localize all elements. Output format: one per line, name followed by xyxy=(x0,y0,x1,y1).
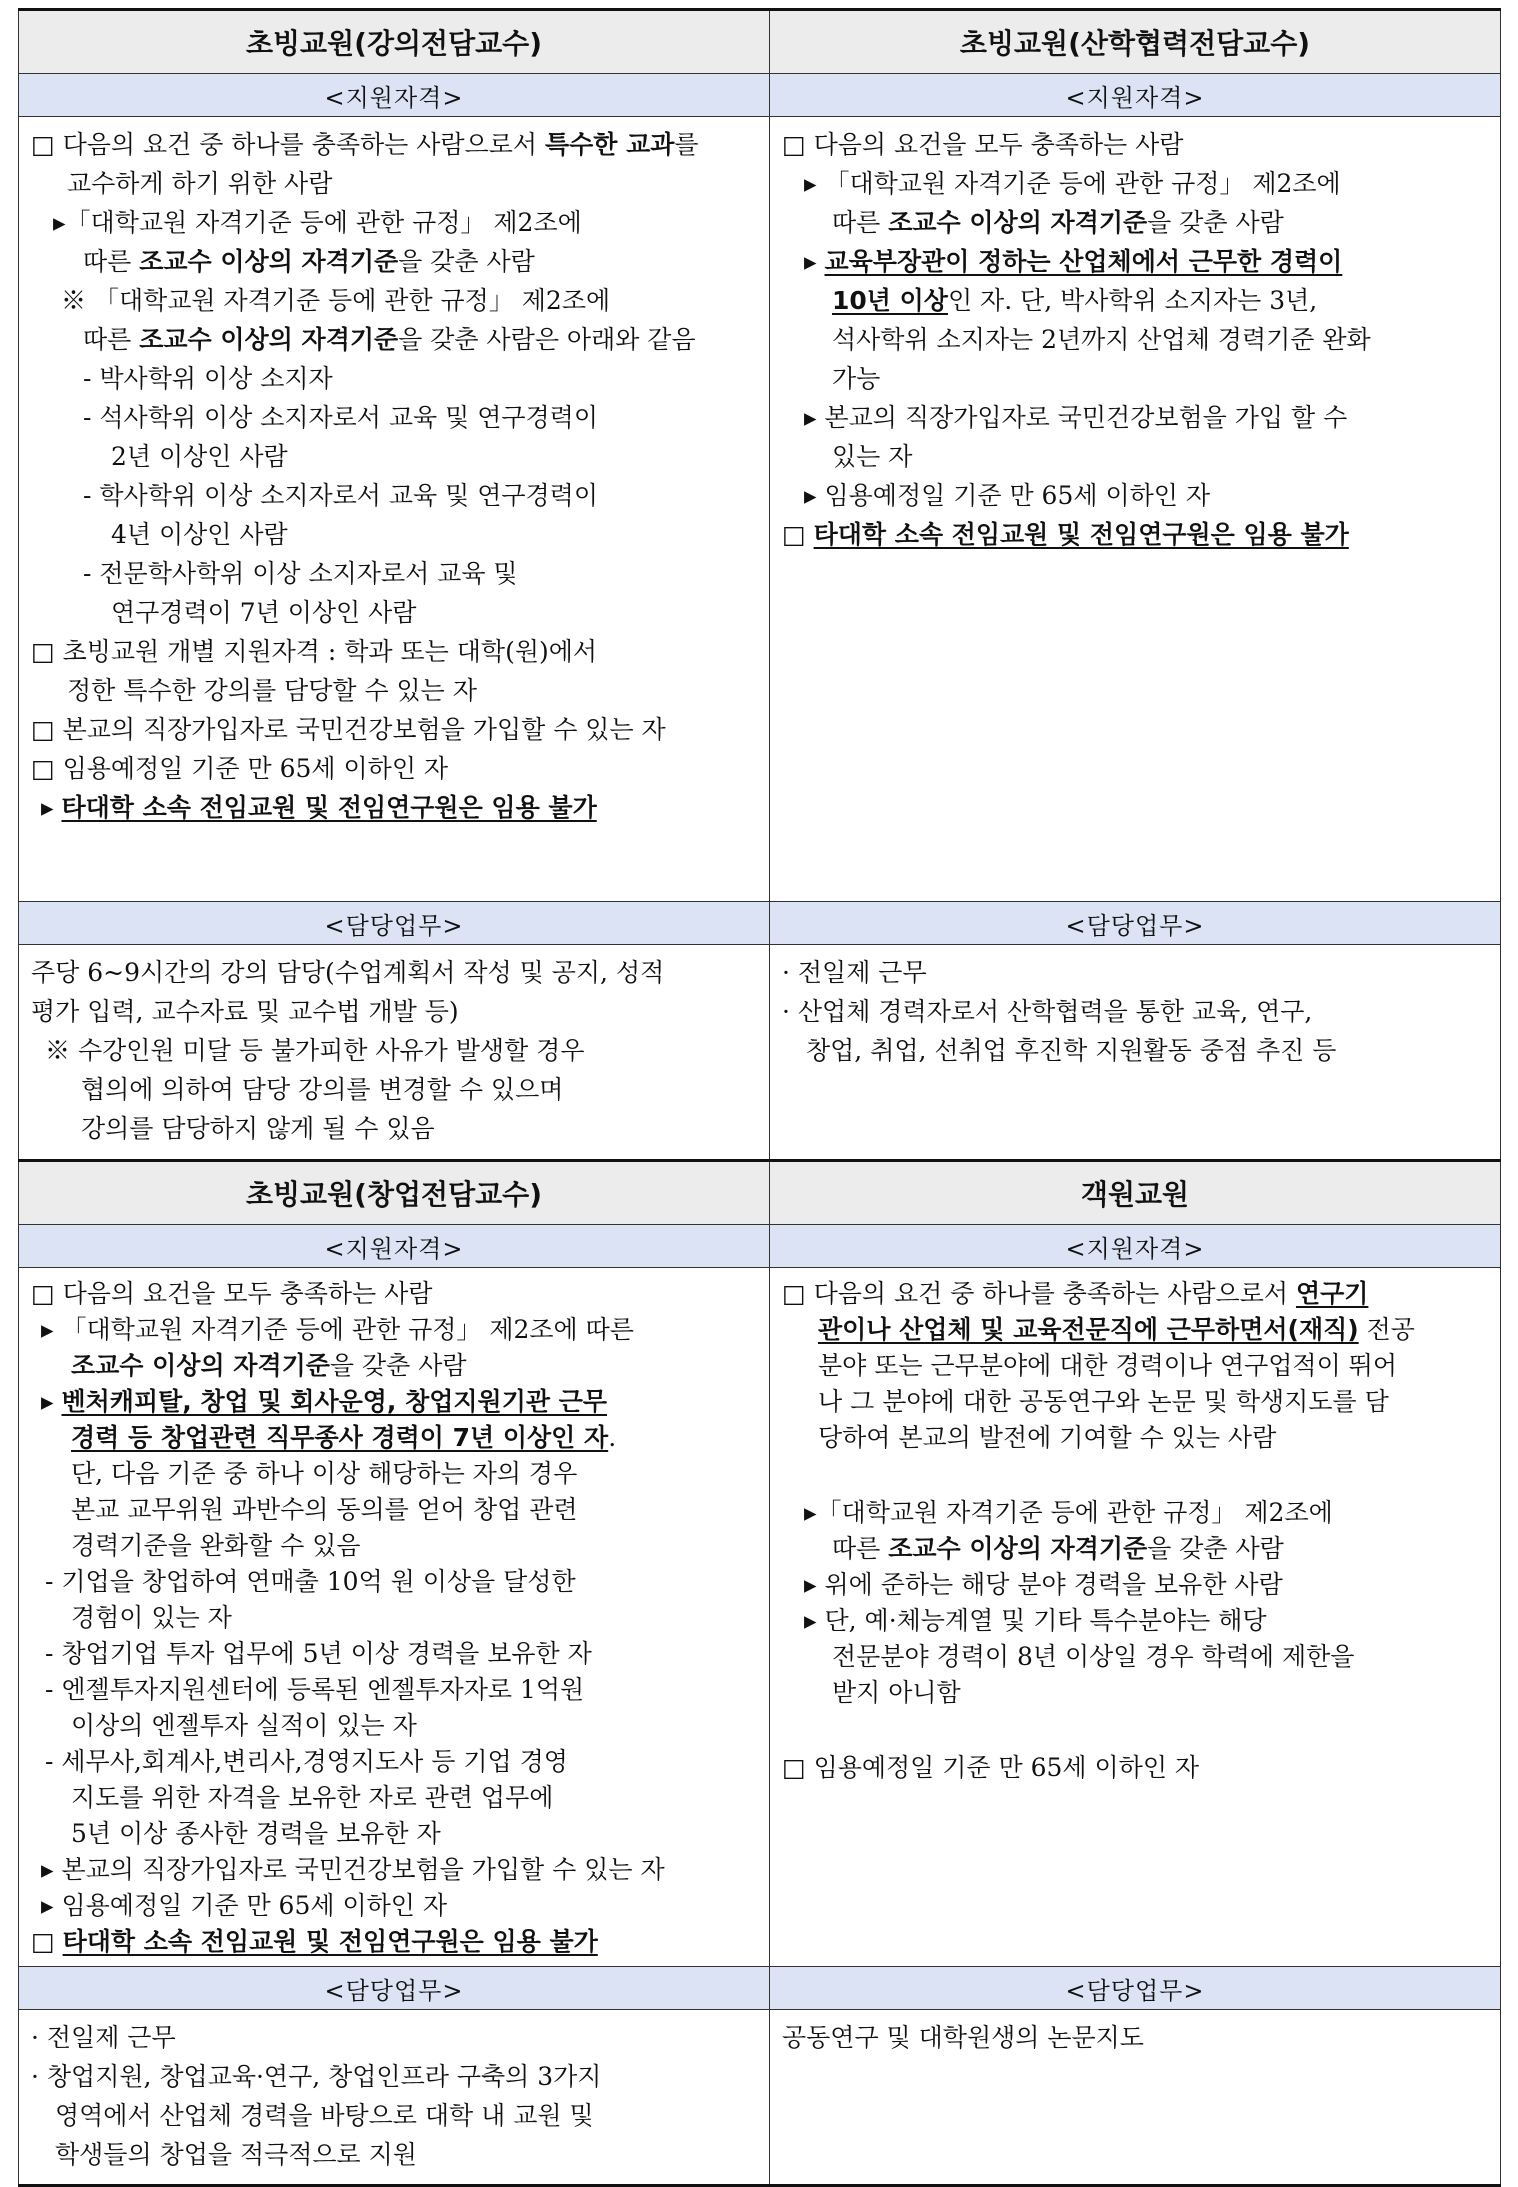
qual-line xyxy=(782,515,1490,554)
qual-line: 있는 자 xyxy=(832,442,913,471)
qual-line: 2년 이상인 사람 xyxy=(111,442,288,471)
header-lecture-professor: 초빙교원(강의전담교수) xyxy=(19,10,770,74)
startup-duties xyxy=(19,2010,770,2186)
qual-line: ▸ 본교의 직장가입자로 국민건강보험을 가입할 수 있는 자 xyxy=(41,1855,665,1884)
text: 을 갖춘 사람은 아래와 같음 xyxy=(398,325,696,354)
qual-line: 받지 아니함 xyxy=(832,1678,961,1707)
emphasis-text: 10년 이상 xyxy=(832,286,948,315)
qual-line: 4년 이상인 사람 xyxy=(111,520,288,549)
lecture-qualifications xyxy=(19,117,770,902)
duty-line: 주당 6~9시간의 강의 담당(수업계획서 작성 및 공지, 성적 xyxy=(31,958,665,987)
qual-line: ▸ 단, 예·체능계열 및 기타 특수분야는 해당 xyxy=(804,1606,1267,1635)
subheader-qualification: <지원자격> xyxy=(19,1225,770,1268)
emphasis-text: 타대학 소속 전임교원 및 전임연구원은 임용 불가 xyxy=(813,520,1349,549)
text: ▸ xyxy=(41,793,62,822)
qual-line: 5년 이상 종사한 경력을 보유한 자 xyxy=(71,1819,441,1848)
emphasis-text: 조교수 이상의 자격기준 xyxy=(139,247,399,276)
qual-line: 석사학위 소지자는 2년까지 산업체 경력기준 완화 xyxy=(832,325,1371,354)
qual-line: 지도를 위한 자격을 보유한 자로 관련 업무에 xyxy=(71,1783,554,1812)
qual-line: - 박사학위 이상 소지자 xyxy=(83,364,333,393)
emphasis-text: 조교수 이상의 자격기준 xyxy=(888,208,1148,237)
qual-line xyxy=(782,203,1490,242)
qual-line: 단, 다음 기준 중 하나 이상 해당하는 자의 경우 xyxy=(71,1459,578,1488)
emphasis-text: 관이나 산업체 및 교육전문직에 근무하면서(재직) xyxy=(818,1315,1359,1344)
qual-line xyxy=(782,1276,1490,1312)
qual-line: ▸ 「대학교원 자격기준 등에 관한 규정」 제2조에 xyxy=(804,169,1341,198)
qual-line xyxy=(31,1420,759,1456)
text: 전공 xyxy=(1358,1315,1415,1344)
text: 을 갖춘 사람 xyxy=(329,1351,467,1380)
duty-line: ※ 수강인원 미달 등 불가피한 사유가 발생할 경우 xyxy=(45,1036,585,1065)
text: □ 다음의 요건 중 하나를 충족하는 사람으로서 xyxy=(782,1279,1296,1308)
duty-line: 공동연구 및 대학원생의 논문지도 xyxy=(782,2023,1144,2052)
qual-line: 당하여 본교의 발전에 기여할 수 있는 사람 xyxy=(818,1423,1277,1452)
text: 따른 xyxy=(832,208,889,237)
qual-line: ▸ 「대학교원 자격기준 등에 관한 규정」 제2조에 따른 xyxy=(41,1315,634,1344)
subheader-duties: <담당업무> xyxy=(19,1967,770,2010)
duty-line: · 전일제 근무 xyxy=(782,958,927,987)
qual-line xyxy=(31,320,759,359)
qual-line: ※ 「대학교원 자격기준 등에 관한 규정」 제2조에 xyxy=(61,286,611,315)
qual-line xyxy=(31,1384,759,1420)
text: 를 xyxy=(674,130,699,159)
duty-line: 영역에서 산업체 경력을 바탕으로 대학 내 교원 및 xyxy=(55,2101,594,2130)
subheader-duties: <담당업무> xyxy=(19,902,770,945)
text: . xyxy=(608,1423,617,1452)
qual-line: 연구경력이 7년 이상인 사람 xyxy=(111,598,417,627)
qual-line: 경험이 있는 자 xyxy=(71,1603,232,1632)
visiting-qualifications xyxy=(770,1268,1501,1967)
duty-line: · 창업지원, 창업교육·연구, 창업인프라 구축의 3가지 xyxy=(31,2062,602,2091)
duty-line: 협의에 의하여 담당 강의를 변경할 수 있으며 xyxy=(81,1075,564,1104)
subheader-qualification: <지원자격> xyxy=(19,74,770,117)
text: □ xyxy=(31,1927,63,1956)
text: 인 자. 단, 박사학위 소지자는 3년, xyxy=(947,286,1318,315)
qual-line: □ 초빙교원 개별 지원자격 : 학과 또는 대학(원)에서 xyxy=(31,637,598,666)
qual-line: 가능 xyxy=(832,364,881,393)
emphasis-text: 교육부장관이 정하는 산업체에서 근무한 경력이 xyxy=(824,247,1343,276)
emphasis-text: 조교수 이상의 자격기준 xyxy=(139,325,399,354)
qual-line: - 석사학위 이상 소지자로서 교육 및 연구경력이 xyxy=(83,403,598,432)
emphasis-text: 벤처캐피탈, 창업 및 회사운영, 창업지원기관 근무 xyxy=(61,1387,608,1416)
qual-line: 분야 또는 근무분야에 대한 경력이나 연구업적이 뛰어 xyxy=(818,1351,1397,1380)
qual-line: - 세무사,회계사,변리사,경영지도사 등 기업 경영 xyxy=(45,1747,568,1776)
duty-line: · 산업체 경력자로서 산학협력을 통한 교육, 연구, xyxy=(782,997,1313,1026)
lecture-duties xyxy=(19,945,770,1161)
subheader-qualification: <지원자격> xyxy=(770,1225,1501,1268)
industry-duties xyxy=(770,945,1501,1161)
qual-line: ▸ 임용예정일 기준 만 65세 이하인 자 xyxy=(41,1891,447,1920)
qual-line xyxy=(31,242,759,281)
text: 따른 xyxy=(83,247,140,276)
duty-line: 창업, 취업, 선취업 후진학 지원활동 중점 추진 등 xyxy=(806,1036,1337,1065)
emphasis-text: 특수한 교과 xyxy=(544,130,675,159)
qual-line: ▸ 위에 준하는 해당 분야 경력을 보유한 사람 xyxy=(804,1570,1283,1599)
duty-line: 평가 입력, 교수자료 및 교수법 개발 등) xyxy=(31,997,459,1026)
qual-line: □ 임용예정일 기준 만 65세 이하인 자 xyxy=(782,1753,1200,1782)
text: 을 갖춘 사람 xyxy=(1147,1534,1284,1563)
qual-line xyxy=(31,788,759,827)
qual-line: - 학사학위 이상 소지자로서 교육 및 연구경력이 xyxy=(83,481,598,510)
text: 따른 xyxy=(83,325,140,354)
text: ▸ xyxy=(41,1387,62,1416)
text: □ xyxy=(782,520,814,549)
qual-line: ▸ 본교의 직장가입자로 국민건강보험을 가입 할 수 xyxy=(804,403,1348,432)
qual-line: ▸「대학교원 자격기준 등에 관한 규정」 제2조에 xyxy=(804,1498,1333,1527)
header-visiting-professor: 객원교원 xyxy=(770,1161,1501,1225)
qual-line: □ 다음의 요건을 모두 충족하는 사람 xyxy=(31,1279,433,1308)
qual-line: - 기업을 창업하여 연매출 10억 원 이상을 달성한 xyxy=(45,1567,576,1596)
qual-line: 경력기준을 완화할 수 있음 xyxy=(71,1531,361,1560)
qual-line xyxy=(782,1312,1490,1348)
duty-line: · 전일제 근무 xyxy=(31,2023,176,2052)
emphasis-text: 연구기 xyxy=(1295,1279,1369,1308)
subheader-qualification: <지원자격> xyxy=(770,74,1501,117)
qual-line: 본교 교무위원 과반수의 동의를 얻어 창업 관련 xyxy=(71,1495,578,1524)
qual-line xyxy=(782,1531,1490,1567)
qual-line: □ 다음의 요건을 모두 충족하는 사람 xyxy=(782,130,1184,159)
text: ▸ xyxy=(804,247,825,276)
qual-line: 나 그 분야에 대한 공동연구와 논문 및 학생지도를 담 xyxy=(818,1387,1389,1416)
startup-qualifications xyxy=(19,1268,770,1967)
qual-line: ▸ 임용예정일 기준 만 65세 이하인 자 xyxy=(804,481,1210,510)
visiting-duties xyxy=(770,2010,1501,2186)
qual-line: □ 본교의 직장가입자로 국민건강보험을 가입할 수 있는 자 xyxy=(31,715,666,744)
qual-line: □ 임용예정일 기준 만 65세 이하인 자 xyxy=(31,754,449,783)
qual-line xyxy=(782,242,1490,281)
qual-line xyxy=(782,281,1490,320)
text: 따른 xyxy=(832,1534,889,1563)
qual-line: ▸「대학교원 자격기준 등에 관한 규정」 제2조에 xyxy=(53,208,582,237)
qual-line xyxy=(31,1348,759,1384)
text: 을 갖춘 사람 xyxy=(1147,208,1284,237)
emphasis-text: 조교수 이상의 자격기준 xyxy=(888,1534,1148,1563)
duty-line: 강의를 담당하지 않게 될 수 있음 xyxy=(81,1114,435,1143)
qual-line: 정한 특수한 강의를 담당할 수 있는 자 xyxy=(67,676,477,705)
industry-qualifications xyxy=(770,117,1501,902)
qual-line: 교수하게 하기 위한 사람 xyxy=(67,169,333,198)
subheader-duties: <담당업무> xyxy=(770,902,1501,945)
text: 을 갖춘 사람 xyxy=(398,247,535,276)
header-startup-professor: 초빙교원(창업전담교수) xyxy=(19,1161,770,1225)
qual-line: - 엔젤투자지원센터에 등록된 엔젤투자자로 1억원 xyxy=(45,1675,585,1704)
emphasis-text: 타대학 소속 전임교원 및 전임연구원은 임용 불가 xyxy=(61,793,597,822)
emphasis-text: 경력 등 창업관련 직무종사 경력이 7년 이상인 자 xyxy=(71,1423,609,1452)
spacer xyxy=(782,1456,1490,1495)
text: □ 다음의 요건 중 하나를 충족하는 사람으로서 xyxy=(31,130,545,159)
emphasis-text: 조교수 이상의 자격기준 xyxy=(71,1351,330,1380)
qual-line: - 창업기업 투자 업무에 5년 이상 경력을 보유한 자 xyxy=(45,1639,592,1668)
qual-line: - 전문학사학위 이상 소지자로서 교육 및 xyxy=(83,559,518,588)
qual-line xyxy=(31,1924,759,1960)
duty-line: 학생들의 창업을 적극적으로 지원 xyxy=(55,2140,417,2169)
recruitment-table-sheet xyxy=(18,8,1500,2187)
subheader-duties: <담당업무> xyxy=(770,1967,1501,2010)
header-industry-professor: 초빙교원(산학협력전담교수) xyxy=(770,10,1501,74)
spacer xyxy=(782,1711,1490,1750)
qual-line: 전문분야 경력이 8년 이상일 경우 학력에 제한을 xyxy=(832,1642,1355,1671)
recruitment-table xyxy=(18,8,1501,2187)
emphasis-text: 타대학 소속 전임교원 및 전임연구원은 임용 불가 xyxy=(62,1927,598,1956)
qual-line xyxy=(31,125,759,164)
qual-line: 이상의 엔젤투자 실적이 있는 자 xyxy=(71,1711,417,1740)
